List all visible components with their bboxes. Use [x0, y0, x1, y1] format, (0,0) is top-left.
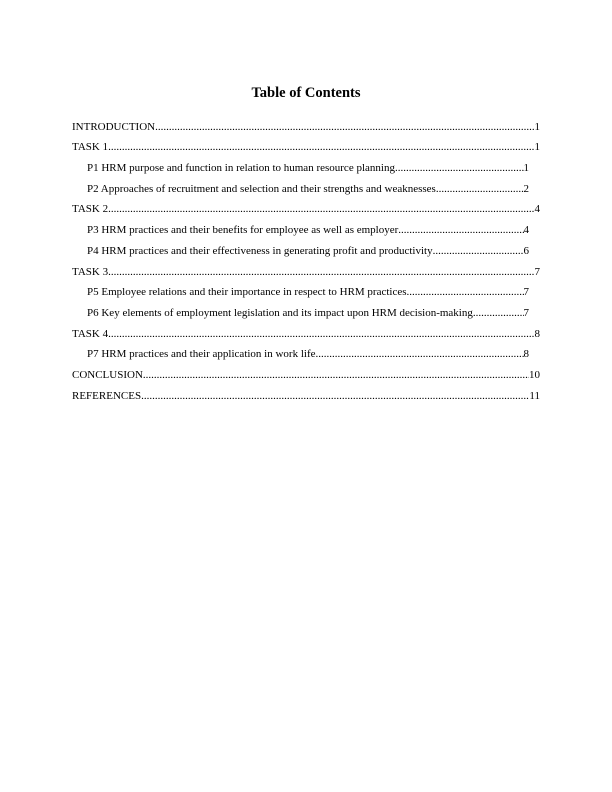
toc-dot-leader [473, 306, 524, 320]
toc-entry-text: P1 HRM purpose and function in relation to human resource planning. [87, 162, 398, 175]
toc-page-number: 4 [534, 203, 540, 216]
toc-title: Table of Contents [251, 85, 361, 101]
toc-dot-leader [143, 368, 529, 382]
toc-page-number: 1 [534, 120, 540, 133]
toc-entry[interactable] [72, 361, 542, 382]
toc-entry-text: TASK 2 [72, 203, 109, 216]
toc-entry-text: TASK 4 [72, 327, 109, 340]
toc-entry[interactable] [72, 175, 542, 196]
toc-dot-leader [108, 265, 534, 279]
toc-page-number: 8 [523, 348, 529, 361]
toc-entry-text: TASK 1 [72, 141, 109, 154]
toc-page-number: 10 [529, 368, 540, 381]
toc-page-number: 7 [534, 265, 540, 278]
toc-entry[interactable] [72, 134, 542, 155]
toc-dot-leader [398, 223, 523, 237]
toc-dot-leader [108, 140, 534, 154]
table-of-contents [72, 113, 542, 403]
toc-entry[interactable] [72, 154, 542, 175]
toc-entry[interactable] [72, 279, 542, 300]
toc-entry[interactable] [72, 196, 542, 217]
toc-page-number: 8 [534, 327, 540, 340]
toc-entry-text: TASK 3 [72, 265, 109, 278]
toc-page-number: 7 [523, 306, 529, 319]
toc-dot-leader [407, 285, 524, 299]
toc-dot-leader [398, 161, 524, 175]
toc-dot-leader [316, 347, 524, 361]
toc-page-number: 11 [529, 389, 540, 402]
toc-entry-text: REFERENCES [72, 389, 142, 402]
toc-dot-leader [141, 389, 529, 403]
toc-entry-text: P7 HRM practices and their application in work life [87, 348, 316, 361]
toc-entry[interactable] [72, 113, 542, 134]
toc-page-number: 1 [523, 162, 529, 175]
toc-entry-text: INTRODUCTION [72, 120, 156, 133]
toc-page-number: 1 [534, 141, 540, 154]
toc-dot-leader [155, 120, 534, 134]
toc-entry[interactable] [72, 237, 542, 258]
toc-entry[interactable] [72, 299, 542, 320]
toc-page-number: 4 [523, 224, 529, 237]
toc-entry-text: P2 Approaches of recruitment and selection and their strengths and weaknesses [87, 182, 436, 195]
toc-entry[interactable] [72, 341, 542, 362]
toc-entry-text: P4 HRM practices and their effectiveness in generating profit and productivity [87, 244, 433, 257]
toc-page-number: 6 [523, 244, 529, 257]
toc-entry[interactable] [72, 320, 542, 341]
toc-entry-text: P5 Employee relations and their importance in respect to HRM practices [87, 286, 407, 299]
toc-entry[interactable] [72, 258, 542, 279]
toc-entry-text: P6 Key elements of employment legislation and its impact upon HRM decision-making [87, 306, 473, 319]
toc-dot-leader [108, 327, 534, 341]
toc-dot-leader [108, 202, 534, 216]
toc-entry-text: CONCLUSION [72, 368, 143, 381]
toc-page-number: 7 [523, 286, 529, 299]
toc-entry[interactable] [72, 216, 542, 237]
toc-entry[interactable] [72, 382, 542, 403]
toc-entry-text: P3 HRM practices and their benefits for employee as well as employer [87, 224, 399, 237]
toc-page-number: 2 [523, 182, 529, 195]
toc-dot-leader [433, 244, 524, 258]
toc-dot-leader [436, 182, 524, 196]
